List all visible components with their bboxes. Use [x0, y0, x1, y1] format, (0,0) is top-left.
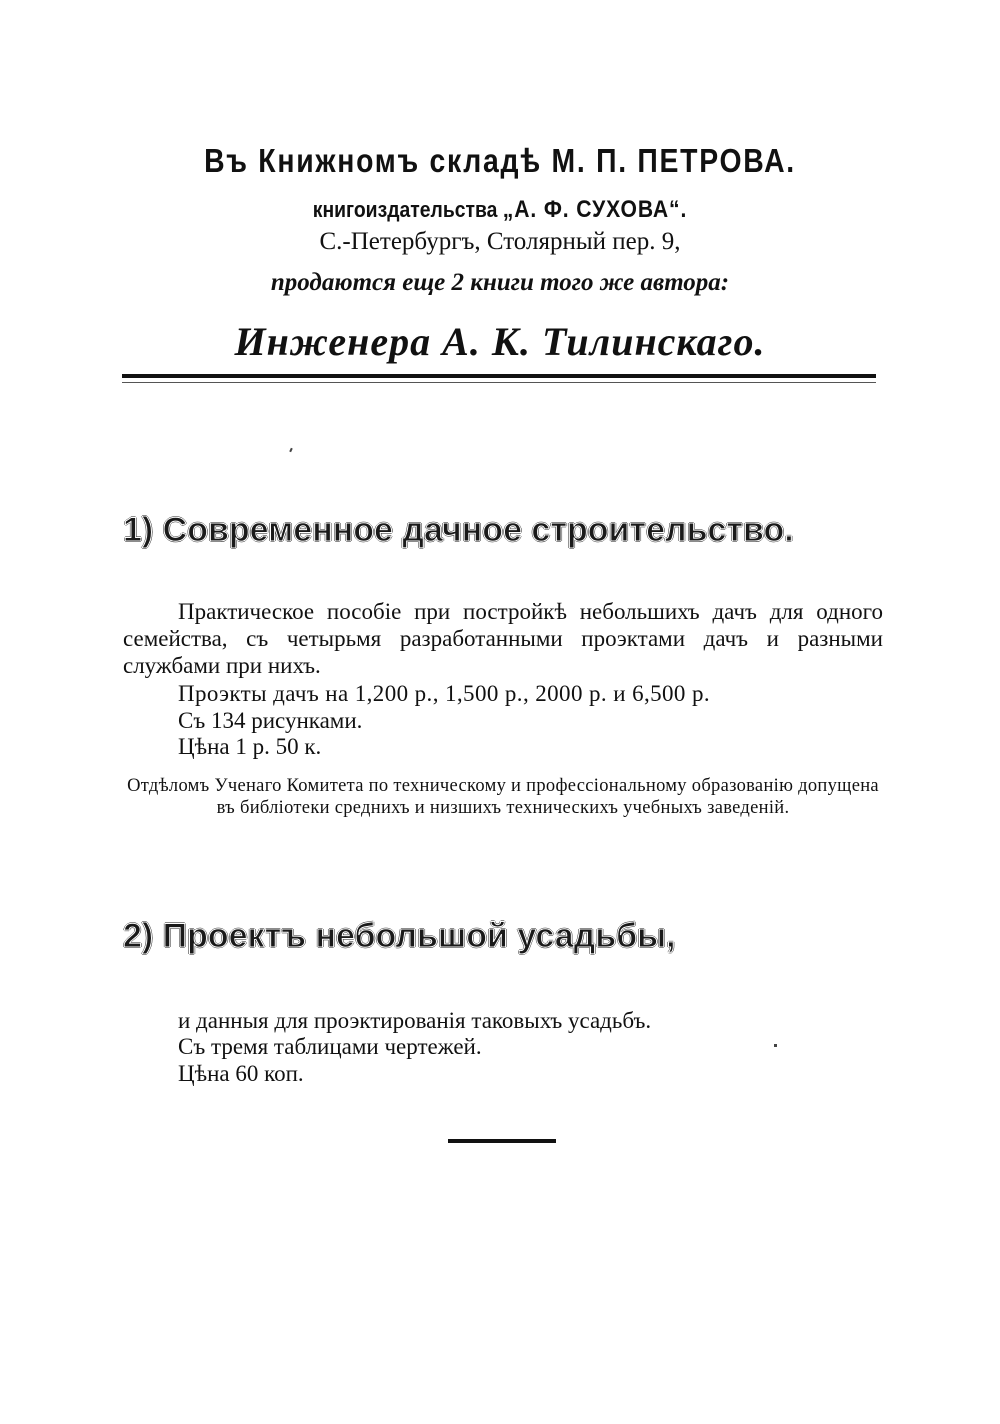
header-divider-thin: [122, 382, 876, 383]
book-2-tables: Съ тремя таблицами чертежей.: [178, 1034, 482, 1059]
book-1-description: Практическое пособіе при постройкѣ небольшихъ дачъ для одного семейства, съ четырьмя разработанными проэктами дачъ и разными службами при нихъ.: [123, 599, 883, 678]
publisher-prefix: книгоиздательства: [312, 197, 503, 222]
store-address: С.-Петербургъ, Столярный пер. 9,: [319, 228, 681, 255]
book-1-price: Цѣна 1 р. 50 к.: [178, 734, 322, 759]
selling-notice: продаются еще 2 книги того же автора:: [270, 269, 730, 296]
publisher-line: [60, 196, 940, 224]
book-2-title: 2) Проектъ небольшой усадьбы,: [123, 917, 676, 955]
book-2-data: и данныя для проэктированія таковыхъ усадьбъ.: [178, 1008, 652, 1033]
book-1-approval-note: Отдѣломъ Ученаго Комитета по техническому и профессіональному образованію допущена въ библіотеки среднихъ и низшихъ техническихъ учебныхъ заведеній.: [127, 776, 879, 818]
publisher-name: „А. Ф. СУХОВА“.: [502, 196, 688, 223]
book-2-price: Цѣна 60 коп.: [178, 1061, 304, 1086]
header-divider-thick: [122, 374, 876, 378]
end-divider: [448, 1139, 556, 1143]
book-1-title: 1) Современное дачное строительство.: [123, 511, 794, 549]
bookstore-heading: Въ Книжномъ складѣ М. П. ПЕТРОВА.: [204, 142, 796, 179]
book-1-plans: Проэкты дачъ на 1,200 р., 1,500 р., 2000 р. и 6,500 р.: [178, 681, 711, 706]
author-name: Инженера А. К. Тилинскаго.: [234, 319, 766, 364]
print-speck: [774, 1044, 777, 1047]
print-speck: [289, 448, 293, 452]
book-1-figures: Съ 134 рисунками.: [178, 708, 363, 733]
